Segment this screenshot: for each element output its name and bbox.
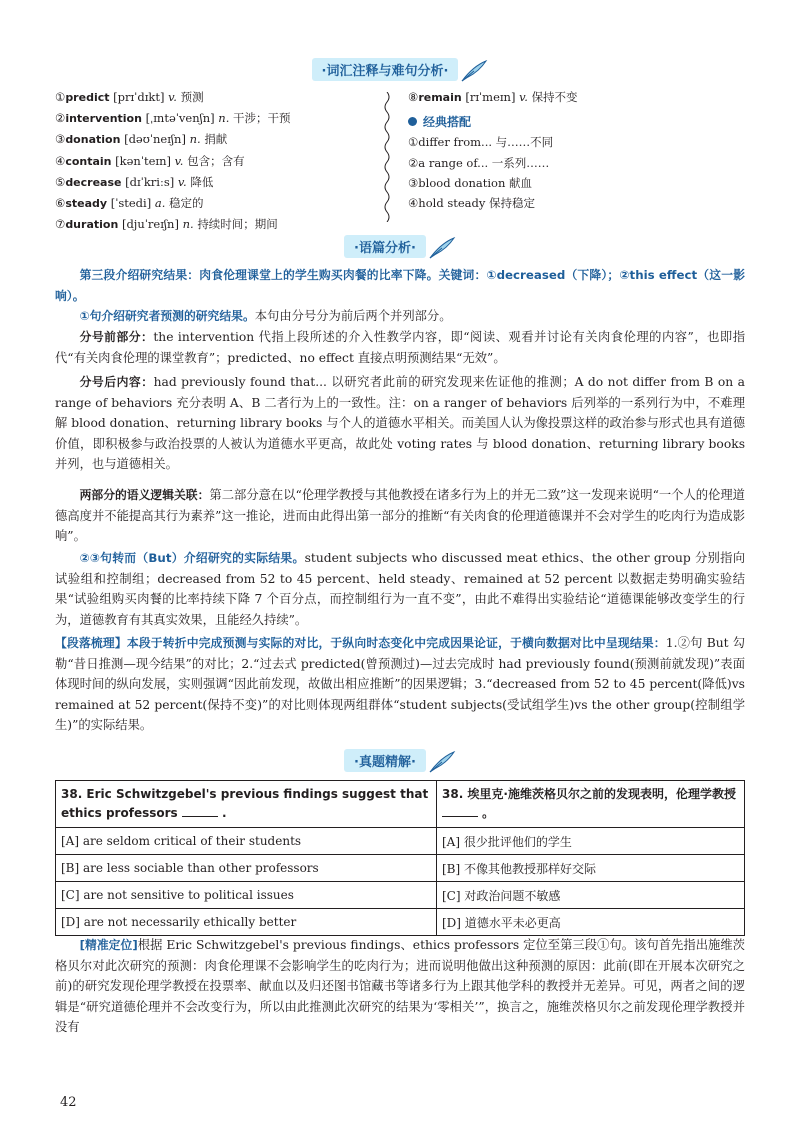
quill-icon (428, 750, 456, 774)
vocab-item: ③donation [dəʊˈneɪʃn] n. 捐献 (55, 132, 228, 147)
page-number: 42 (60, 1095, 77, 1110)
option-cn: [C] 对政治问题不敏感 (437, 882, 745, 909)
question-stem-cn: 38. 埃里克·施维茨格贝尔之前的发现表明，伦理学教授 。 (437, 781, 745, 828)
question-stem-en: 38. Eric Schwitzgebel's previous findings suggest that ethics professors . (56, 781, 437, 828)
quill-icon (428, 236, 456, 260)
vocab-item: ①predict [prɪˈdɪkt] v. 预测 (55, 90, 204, 104)
vocab-list-right (408, 87, 748, 213)
question-table (55, 780, 745, 936)
analysis-logic-relation: 两部分的语义逻辑关联：第二部分意在以“伦理学教授与其他教授在诸多行为上的并无二致”这一发现来说明“一个人的伦理道德高度并不能提高其行为素养”这一推论，进而由此得出第一部分的推断“有关肉食的伦理道德课并不会对学生的吃肉行为造成影响”。 (55, 488, 745, 543)
vocab-item: ⑧remain [rɪˈmeɪn] v. 保持不变 (408, 90, 578, 104)
option-cn: [B] 不像其他教授那样好交际 (437, 855, 745, 882)
analysis-actual-result: ②③句转而（But）介绍研究的实际结果。student subjects who discussed meat ethics、the other group 分别指向试验组和控制组；decreased from 52 to 45 percent、held steady、remained at 52 percent 以数据走势明确实验结果“试验组购买肉餐的比率持续下降 7 个百分点，而控制组行为一直不变”，由此不难得出实验结论“道德课能够改变学生的行为，道德教育有其真实效果，且能经久持续”。 (55, 551, 745, 627)
vocab-item: ⑦duration [djuˈreɪʃn] n. 持续时间；期间 (55, 217, 278, 232)
collocation-heading: 经典搭配 (408, 112, 748, 132)
explanation: [精准定位]根据 Eric Schwitzgebel's previous findings、ethics professors 定位至第三段①句。该句首先指出施维茨格贝尔对此次研究的预测：肉食伦理课不会影响学生的吃肉行为；进而说明他做出这种预测的原因：此前(即在开展本次研究之前)的研究发现伦理学教授在投票率、献血以及归还图书馆藏书等诸多行为上跟其他学科的教授并无差异。可见，两者之间的逻辑是“研究道德伦理并不会改变行为，所以由此推测此次研究的结果为‘零相关’”，换言之，施维茨格贝尔之前发现伦理学教授并没有 (55, 938, 745, 1034)
wavy-divider (383, 92, 391, 222)
vocab-item: ⑤decrease [dɪˈkriːs] v. 降低 (55, 174, 214, 189)
analysis-sentence-1: ①句介绍研究者预测的研究结果。本句由分号分为前后两个并列部分。 (79, 309, 452, 323)
option-cn: [D] 道德水平未必更高 (437, 909, 745, 936)
collocation-item: ①differ from... 与……不同 (408, 135, 554, 150)
collocation-item: ②a range of... 一系列…… (408, 155, 550, 170)
passage-section-title: ·语篇分析· (344, 235, 426, 258)
table-row (56, 882, 745, 909)
analysis-before-semicolon: 分号前部分：the intervention 代指上段所述的介入性教学内容，即“阅读、观看并讨论有关肉食伦理的内容”，也即指代“有关肉食伦理的课堂教育”；predicted、no effect 直接点明预测结果“无效”。 (55, 330, 745, 365)
vocab-list-left (55, 87, 375, 235)
analysis-after-semicolon: 分号后内容：had previously found that... 以研究者此前的研究发现来佐证他的推测；A do not differ from B on a range of behaviors 充分表明 A、B 二者行为上的一致性。注：on a ranger of behaviors 后列举的一系列行为中，不难理解 blood donation、returning library books 与个人的道德水平相关。而美国人认为像投票这样的政治参与形式也具有道德价值，即积极参与政治投票的人被认为道德水平更高，故此处 voting rates 与 blood donation、returning library books 并列，也与道德相关。 (55, 375, 745, 471)
question-section-title: ·真题精解· (344, 749, 426, 772)
table-row (56, 781, 745, 828)
bullet-icon (408, 117, 417, 126)
vocab-section-banner (0, 58, 800, 83)
vocab-item: ⑥steady [ˈstedi] a. 稳定的 (55, 196, 204, 211)
vocab-item: ②intervention [ˌɪntəˈvenʃn] n. 干涉；干预 (55, 111, 291, 126)
vocab-item: ④contain [kənˈteɪn] v. 包含；含有 (55, 153, 245, 168)
table-row (56, 909, 745, 936)
table-row (56, 855, 745, 882)
collocation-item: ④hold steady 保持稳定 (408, 196, 536, 211)
option-cn: [A] 很少批评他们的学生 (437, 828, 745, 855)
option-en: [B] are less sociable than other professors (56, 855, 437, 882)
quill-icon (460, 59, 488, 83)
passage-section-banner (0, 235, 800, 260)
option-en: [C] are not sensitive to political issues (56, 882, 437, 909)
option-en: [D] are not necessarily ethically better (56, 909, 437, 936)
paragraph-review: 【段落梳理】本段于转折中完成预测与实际的对比，于纵向时态变化中完成因果论证，于横向数据对比中呈现结果：1.②句 But 勾勒“昔日推测—现今结果”的对比；2.“过去式 predicted(曾预测过)—过去完成时 had previously found(预测前就发现)”表面体现时间的纵向发展，实则强调“因此前发现，故做出相应推断”的因果逻辑；3.“decreased from 52 to 45 percent(降低)vs remained at 52 percent(保持不变)”的对比则体现两组群体“student subjects(受试组学生)vs the other group(控制组学生)”的实际结果。 (55, 636, 745, 732)
table-row (56, 828, 745, 855)
collocation-item: ③blood donation 献血 (408, 175, 533, 190)
question-section-banner (0, 749, 800, 774)
vocab-section-title: ·词汇注释与难句分析· (312, 58, 459, 81)
option-en: [A] are seldom critical of their students (56, 828, 437, 855)
paragraph-summary: 第三段介绍研究结果：肉食伦理课堂上的学生购买肉餐的比率下降。关键词：①decreased（下降）；②this effect（这一影响）。 (55, 268, 745, 303)
